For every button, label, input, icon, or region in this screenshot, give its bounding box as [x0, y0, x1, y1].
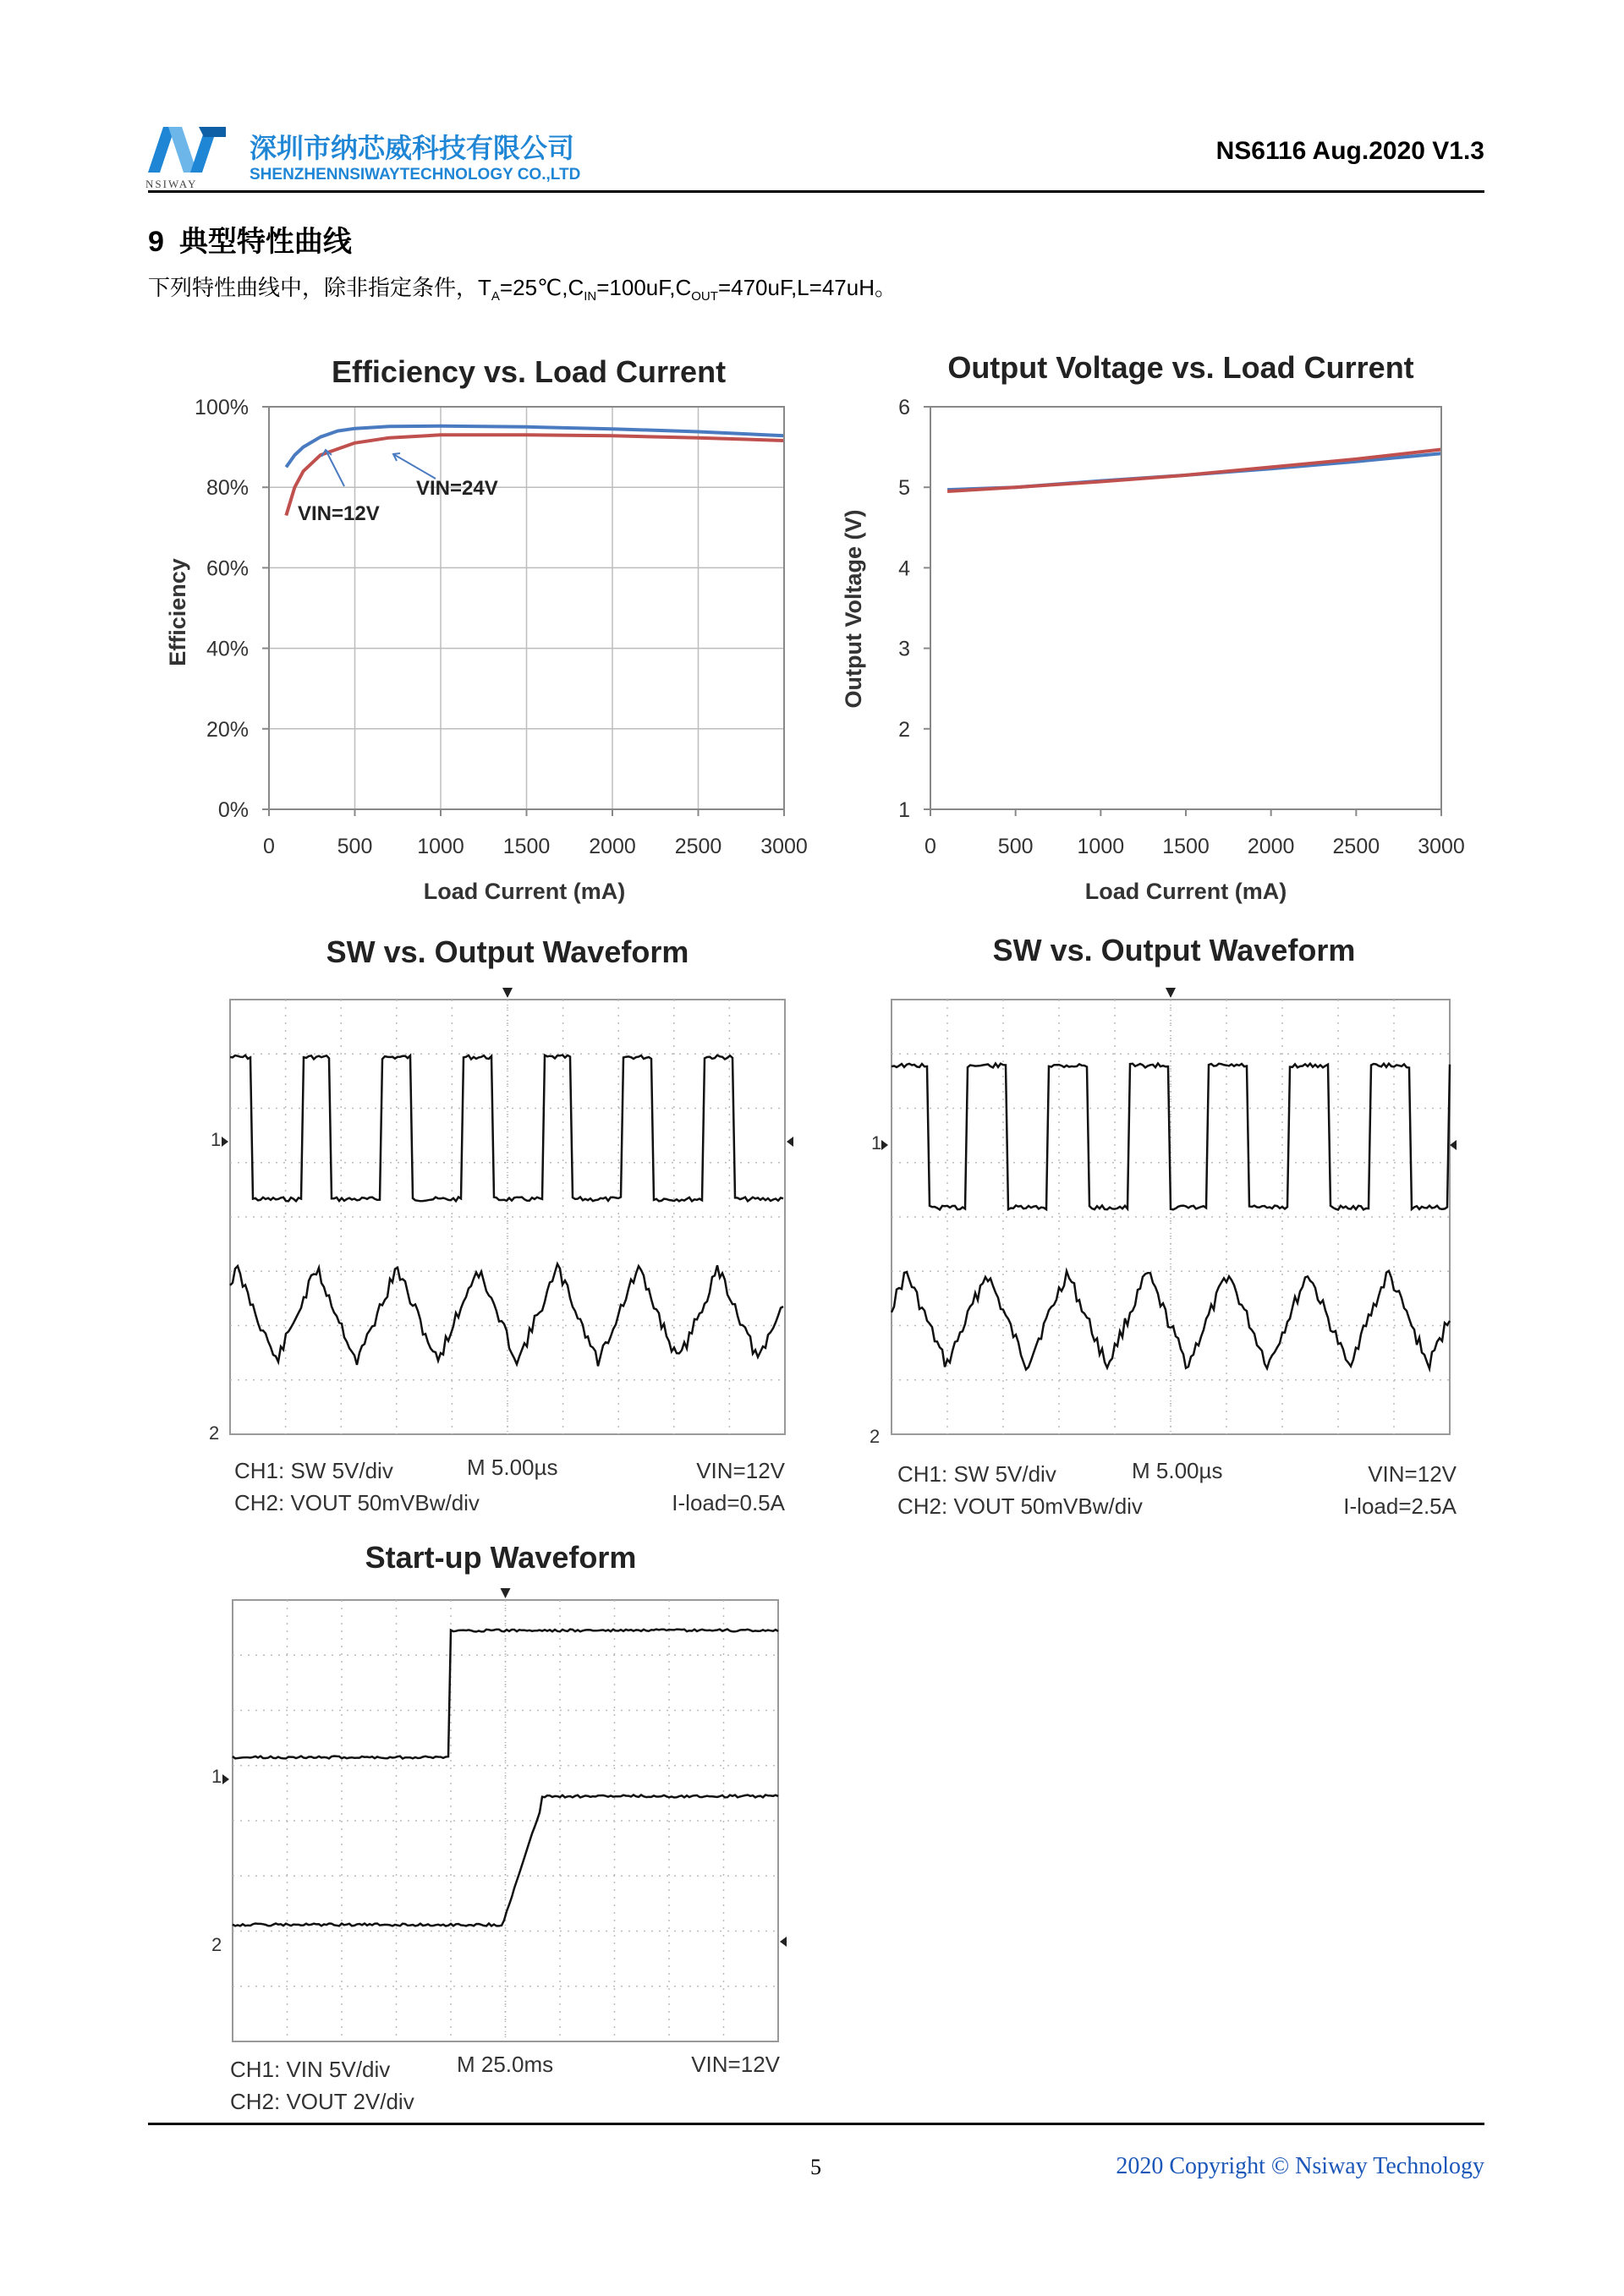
scope-ch2-label: CH2: VOUT 2V/div	[230, 2089, 414, 2114]
chart-title: Output Voltage vs. Load Current	[947, 350, 1414, 385]
scope-timebase: M 25.0ms	[457, 2052, 554, 2077]
x-axis-label: Load Current (mA)	[423, 879, 626, 904]
efficiency-chart	[165, 354, 808, 904]
scope-ch2-label: CH2: VOUT 50mVBw/div	[897, 1493, 1143, 1519]
intro-ta: T	[478, 275, 491, 300]
annotation-arrow	[326, 450, 344, 486]
x-tick-label: 3000	[760, 835, 808, 858]
x-tick-label: 3000	[1418, 835, 1465, 858]
x-tick-label: 1000	[1077, 835, 1125, 858]
x-tick-label: 1500	[1162, 835, 1210, 858]
trigger-level-icon	[780, 1937, 787, 1947]
y-tick-label: 100%	[195, 396, 249, 419]
x-tick-label: 2000	[1247, 835, 1295, 858]
scope-sw-2p5a	[870, 933, 1457, 1519]
intro-prefix: 下列特性曲线中，除非指定条件，	[148, 276, 479, 301]
trigger-level-icon	[787, 1137, 793, 1147]
section-number: 9	[148, 226, 164, 258]
x-tick-label: 0	[263, 835, 275, 858]
y-tick-label: 3	[898, 637, 910, 661]
ch1-level-icon	[881, 1140, 888, 1150]
scope-title: SW vs. Output Waveform	[326, 934, 689, 969]
scope-load: I-load=0.5A	[672, 1490, 785, 1515]
y-tick-label: 1	[898, 798, 910, 822]
ch1-level-icon	[222, 1137, 228, 1147]
output-voltage-chart	[841, 350, 1465, 904]
scope-load: I-load=2.5A	[1343, 1493, 1457, 1519]
section-title: 典型特性曲线	[178, 225, 352, 259]
y-tick-label: 4	[898, 556, 910, 581]
scope-title: SW vs. Output Waveform	[992, 933, 1356, 967]
plot-frame	[930, 407, 1441, 809]
x-tick-label: 2000	[589, 835, 636, 858]
annotation-arrow	[393, 454, 436, 479]
x-tick-label: 2500	[1332, 835, 1380, 858]
company-name-en: SHENZHENNSIWAYTECHNOLOGY CO.,LTD	[250, 166, 581, 184]
ch1-level-icon	[222, 1774, 229, 1784]
trigger-arrow-icon	[502, 988, 513, 998]
scope-sw-0p5a	[209, 934, 793, 1515]
y-tick-label: 6	[898, 396, 910, 419]
y-tick-label: 20%	[206, 717, 249, 742]
x-tick-label: 500	[997, 835, 1034, 858]
scope-vin: VIN=12V	[696, 1458, 785, 1483]
ch1-marker: 1	[871, 1132, 882, 1153]
footer-divider	[148, 2123, 1484, 2125]
intro-cin-sub: IN	[584, 289, 597, 304]
intro-end: 。	[874, 276, 897, 301]
y-tick-label: 0%	[217, 798, 249, 822]
ch1-marker: 1	[211, 1129, 222, 1150]
intro-cout-val: =470uF,L=47uH	[717, 275, 875, 300]
ch2-marker: 2	[209, 1422, 220, 1444]
scope-vin: VIN=12V	[1368, 1461, 1457, 1487]
x-tick-label: 1000	[417, 835, 464, 858]
x-tick-label: 2500	[674, 835, 722, 858]
company-name-cn: 深圳市纳芯威科技有限公司	[250, 132, 575, 164]
series-line	[947, 450, 1441, 492]
x-tick-label: 0	[924, 835, 936, 858]
intro-cout-sub: OUT	[691, 289, 718, 304]
chart-title: Efficiency vs. Load Current	[331, 354, 727, 389]
trigger-arrow-icon	[501, 1588, 511, 1598]
scope-ch1-label: CH1: SW 5V/div	[234, 1458, 393, 1483]
scope-frame	[230, 1000, 785, 1434]
y-axis-label: Output Voltage (V)	[841, 509, 866, 709]
y-axis-label: Efficiency	[165, 558, 190, 666]
intro-cin-val: =100uF,C	[596, 275, 692, 300]
annotation-vin12: VIN=12V	[298, 502, 380, 525]
intro-ta-val: =25℃,C	[499, 275, 584, 300]
y-tick-label: 5	[898, 476, 910, 501]
series-line	[286, 426, 784, 468]
y-tick-label: 40%	[206, 637, 249, 661]
annotation-vin24: VIN=24V	[416, 477, 498, 500]
ch2-marker: 2	[870, 1426, 881, 1447]
intro-ta-sub: A	[491, 289, 500, 304]
scope-vin: VIN=12V	[691, 2052, 780, 2077]
page-number: 5	[810, 2155, 821, 2179]
x-tick-label: 500	[337, 835, 373, 858]
document-id: NS6116 Aug.2020 V1.3	[1215, 137, 1484, 165]
scope-title: Start-up Waveform	[365, 1540, 637, 1575]
scope-ch1-label: CH1: VIN 5V/div	[230, 2057, 391, 2082]
scope-timebase: M 5.00µs	[467, 1455, 558, 1480]
trigger-arrow-icon	[1166, 988, 1176, 998]
ch2-marker: 2	[211, 1934, 222, 1955]
ch1-marker: 1	[211, 1766, 222, 1787]
scope-ch2-label: CH2: VOUT 50mVBw/div	[234, 1490, 480, 1515]
scope-timebase: M 5.00µs	[1132, 1458, 1223, 1483]
logo-brand-text: NSIWAY	[145, 178, 198, 190]
x-axis-label: Load Current (mA)	[1084, 879, 1287, 904]
copyright-text: 2020 Copyright © Nsiway Technology	[1116, 2153, 1484, 2179]
y-tick-label: 2	[898, 717, 910, 742]
trigger-level-icon	[1450, 1140, 1457, 1150]
scope-startup	[211, 1540, 787, 2114]
y-tick-label: 80%	[206, 476, 249, 501]
scope-ch1-label: CH1: SW 5V/div	[897, 1461, 1056, 1487]
y-tick-label: 60%	[206, 556, 249, 581]
x-tick-label: 1500	[502, 835, 551, 858]
